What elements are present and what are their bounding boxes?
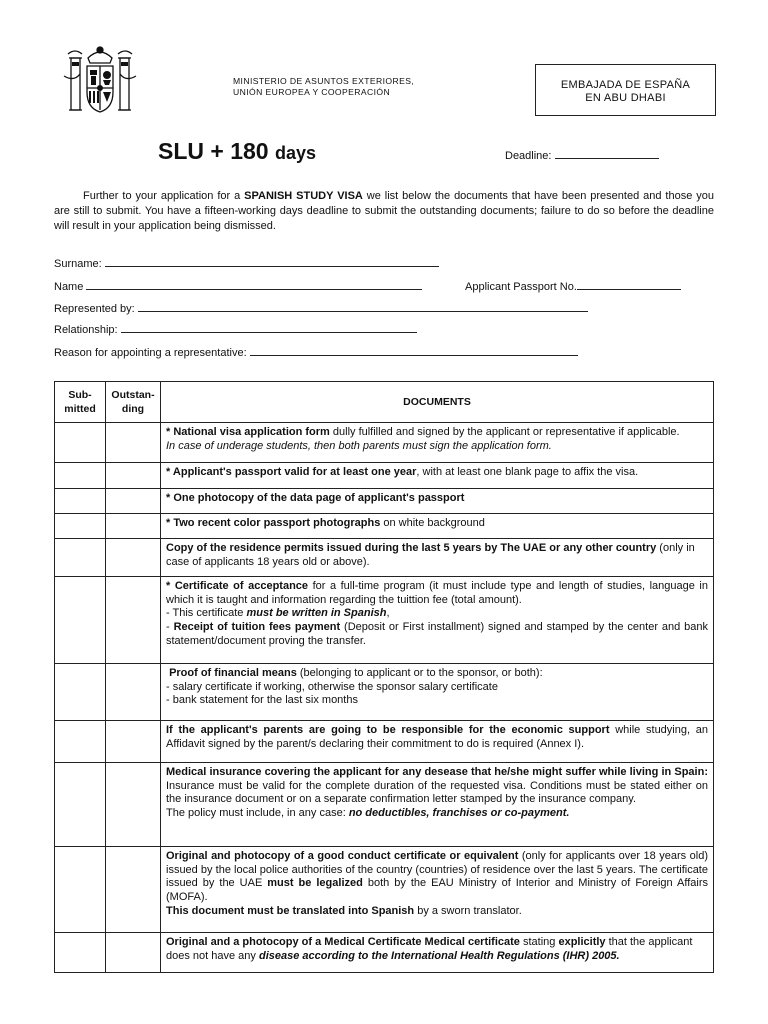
title-main: SLU + 180: [158, 138, 269, 164]
name-line[interactable]: [86, 280, 422, 290]
table-row: [55, 463, 714, 489]
represented-label: Represented by:: [54, 303, 135, 315]
outstanding-checkbox[interactable]: [106, 933, 161, 973]
name-label: Name: [54, 281, 84, 293]
table-row: [55, 763, 714, 847]
outstanding-checkbox[interactable]: [106, 489, 161, 514]
header-submitted: Sub-mitted: [55, 382, 106, 423]
document-description: Original and a photocopy of a Medical Certificate Medical certificate stating explicitly that the applicant does not have any disease according to the International Health Regulations (IHR) 2005.: [161, 933, 714, 973]
submitted-checkbox[interactable]: [55, 514, 106, 539]
surname-line[interactable]: [105, 257, 439, 267]
outstanding-checkbox[interactable]: [106, 463, 161, 489]
submitted-checkbox[interactable]: [55, 463, 106, 489]
header-outstanding: Outstan-ding: [106, 382, 161, 423]
deadline-field[interactable]: [505, 149, 659, 162]
document-description: * Applicant's passport valid for at least one year, with at least one blank page to affix the visa.: [161, 463, 714, 489]
surname-field[interactable]: [54, 257, 439, 270]
represented-line[interactable]: [138, 302, 588, 312]
page-title: [158, 138, 316, 165]
submitted-checkbox[interactable]: [55, 489, 106, 514]
header-documents: DOCUMENTS: [161, 382, 714, 423]
submitted-checkbox[interactable]: [55, 763, 106, 847]
outstanding-checkbox[interactable]: [106, 539, 161, 577]
submitted-checkbox[interactable]: [55, 847, 106, 933]
submitted-checkbox[interactable]: [55, 423, 106, 463]
deadline-label: Deadline:: [505, 150, 552, 162]
title-suffix: days: [274, 143, 317, 163]
relationship-label: Relationship:: [54, 324, 118, 336]
submitted-checkbox[interactable]: [55, 721, 106, 763]
ministry-name: [233, 76, 414, 98]
ministry-line-1: MINISTERIO DE ASUNTOS EXTERIORES,: [233, 76, 415, 86]
document-description: Proof of financial means (belonging to applicant or to the sponsor, or both): - salary certificate if working, otherwise the sponsor salary certificate - bank statement for the last six months: [161, 664, 714, 721]
document-description: * Certificate of acceptance for a full-time program (it must include type and length of studies, language in which it is taught and information regarding the tuittion fee (total amount). - This certificate must be written in Spanish, - Receipt of tuition fees payment (Deposit or First installment) signed and stamped by the center and bank statement/document proving the transfer.: [161, 577, 714, 664]
reason-label: Reason for appointing a representative:: [54, 347, 247, 359]
document-description: Copy of the residence permits issued during the last 5 years by The UAE or any other country (only in case of applicants 18 years old or above).: [161, 539, 714, 577]
outstanding-checkbox[interactable]: [106, 763, 161, 847]
table-row: [55, 489, 714, 514]
table-header-row: [55, 382, 714, 423]
table-row: [55, 539, 714, 577]
documents-table: [54, 381, 714, 973]
document-description: Original and photocopy of a good conduct certificate or equivalent (only for applicants over 18 years old) issued by the local police authorities of the country (countries) of residence over the last 5 years. The certificate issued by the UAE must be legalized both by the EAU Ministry of Interior and Ministry of Foreign Affairs (MOFA). This document must be translated into Spanish by a sworn translator.: [161, 847, 714, 933]
outstanding-checkbox[interactable]: [106, 514, 161, 539]
represented-field[interactable]: [54, 302, 588, 315]
submitted-checkbox[interactable]: [55, 539, 106, 577]
submitted-checkbox[interactable]: [55, 577, 106, 664]
embassy-line-1: EMBAJADA DE ESPAÑA: [560, 79, 691, 91]
reason-line[interactable]: [250, 346, 578, 356]
outstanding-checkbox[interactable]: [106, 423, 161, 463]
table-row: [55, 577, 714, 664]
table-row: [55, 664, 714, 721]
document-description: If the applicant's parents are going to be responsible for the economic support while studying, an Affidavit signed by the parent/s declaring their commitment to do is required (Annex I).: [161, 721, 714, 763]
outstanding-checkbox[interactable]: [106, 847, 161, 933]
table-row: [55, 933, 714, 973]
table-row: [55, 514, 714, 539]
table-row: [55, 423, 714, 463]
intro-paragraph: Further to your application for a SPANISH STUDY VISA we list below the documents that have been presented and those you are still to submit. You have a fifteen-working days deadline to submit the outstanding documents; failure to do so before the deadline will result in your application being dismissed.: [54, 190, 714, 232]
document-description: * Two recent color passport photographs on white background: [161, 514, 714, 539]
outstanding-checkbox[interactable]: [106, 664, 161, 721]
surname-label: Surname:: [54, 258, 102, 270]
embassy-line-2: EN ABU DHABI: [585, 92, 666, 104]
outstanding-checkbox[interactable]: [106, 721, 161, 763]
submitted-checkbox[interactable]: [55, 933, 106, 973]
passport-line[interactable]: [577, 280, 681, 290]
relationship-line[interactable]: [121, 323, 417, 333]
ministry-line-2: UNIÓN EUROPEA Y COOPERACIÓN: [233, 87, 391, 97]
table-row: [55, 721, 714, 763]
document-description: * One photocopy of the data page of applicant's passport: [161, 489, 714, 514]
passport-field[interactable]: [465, 280, 681, 293]
embassy-box: [535, 64, 716, 116]
reason-field[interactable]: [54, 346, 578, 359]
name-field[interactable]: [54, 280, 422, 293]
passport-label: Applicant Passport No.: [465, 281, 577, 293]
submitted-checkbox[interactable]: [55, 664, 106, 721]
table-row: [55, 847, 714, 933]
deadline-line[interactable]: [555, 149, 659, 159]
document-description: Medical insurance covering the applicant for any desease that he/she might suffer while living in Spain: Insurance must be valid for the complete duration of the requested visa. Conditions must be stated either on the insurance document or on a separate confirmation letter stamped by the insurance company. The policy must include, in any case: no deductibles, franchises or co-payment.: [161, 763, 714, 847]
document-description: * National visa application form dully fulfilled and signed by the applicant or representative if applicable. In case of underage students, then both parents must sign the application form.: [161, 423, 714, 463]
spanish-coat-of-arms-icon: [60, 44, 140, 120]
outstanding-checkbox[interactable]: [106, 577, 161, 664]
relationship-field[interactable]: [54, 323, 417, 336]
